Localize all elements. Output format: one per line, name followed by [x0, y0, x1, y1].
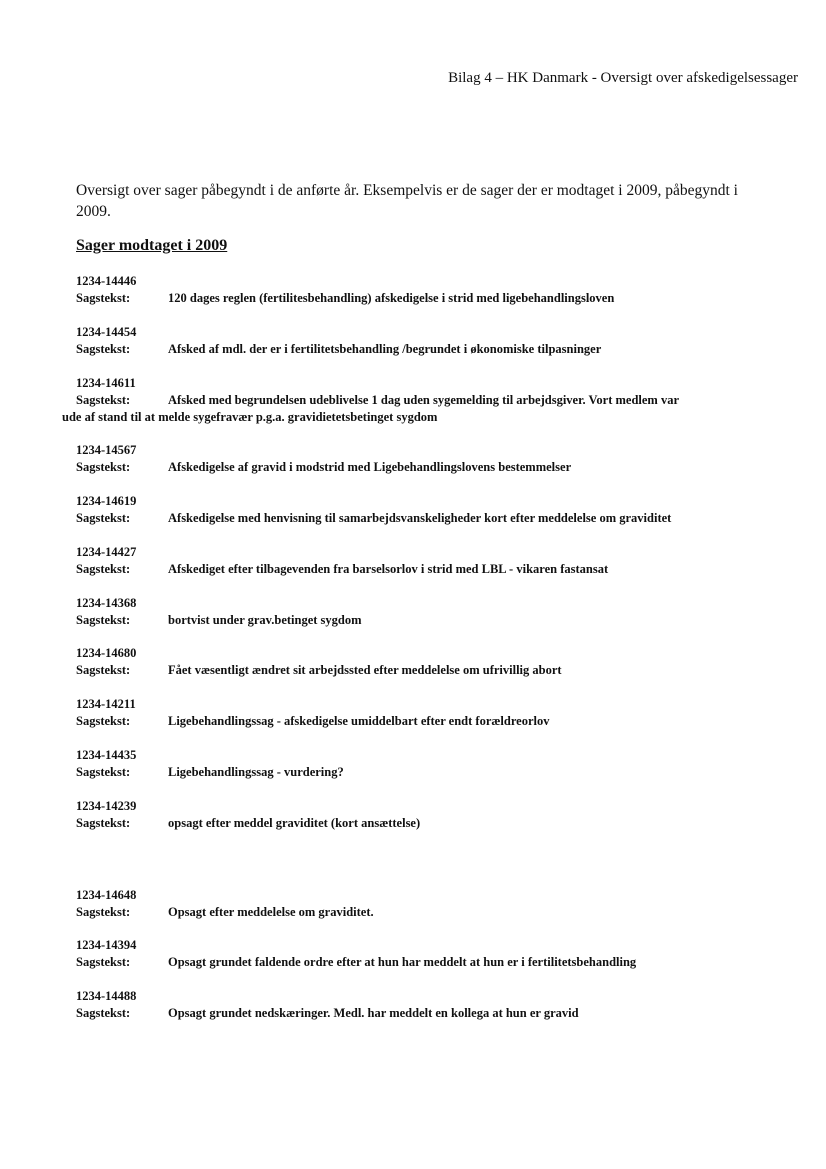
case-text: 120 dages reglen (fertilitesbehandling) afskedigelse i strid med ligebehandlingsloven: [168, 291, 615, 305]
case-label: Sagstekst:: [76, 663, 131, 677]
case-number: 1234-14368: [76, 596, 137, 610]
page-header: Bilag 4 – HK Danmark - Oversigt over afskedigelsessager: [448, 70, 798, 86]
case-text: Opsagt grundet faldende ordre efter at hun har meddelt at hun er i fertilitetsbehandling: [168, 955, 637, 969]
case-number: 1234-14488: [76, 989, 137, 1003]
case-entry: [76, 273, 756, 307]
case-number: 1234-14619: [76, 494, 137, 508]
case-entry: [76, 442, 756, 476]
case-text: Ligebehandlingssag - vurdering?: [168, 765, 344, 779]
case-text: bortvist under grav.betinget sygdom: [168, 613, 362, 627]
case-label: Sagstekst:: [76, 460, 131, 474]
case-label: Sagstekst:: [76, 291, 131, 305]
case-label: Sagstekst:: [76, 342, 131, 356]
section-title: Sager modtaget i 2009: [76, 237, 228, 254]
case-entry: [76, 493, 756, 527]
case-label: Sagstekst:: [76, 955, 131, 969]
case-text: Ligebehandlingssag - afskedigelse umiddelbart efter endt forældreorlov: [168, 714, 550, 728]
case-entry: [76, 595, 756, 629]
case-label: Sagstekst:: [76, 1006, 131, 1020]
case-text: Fået væsentligt ændret sit arbejdssted efter meddelelse om ufrivillig abort: [168, 663, 562, 677]
case-text: Opsagt efter meddelelse om graviditet.: [168, 905, 374, 919]
intro-paragraph: Oversigt over sager påbegyndt i de anførte år. Eksempelvis er de sager der er modtaget i 2009, påbegyndt i 2009.: [76, 182, 738, 220]
case-number: 1234-14611: [76, 376, 136, 390]
case-number: 1234-14680: [76, 646, 137, 660]
case-entry: [76, 988, 756, 1022]
case-entry: [76, 887, 756, 921]
case-label: Sagstekst:: [76, 765, 131, 779]
case-entry: [76, 798, 756, 832]
case-entry: [76, 696, 756, 730]
case-label: Sagstekst:: [76, 714, 131, 728]
case-number: 1234-14446: [76, 274, 137, 288]
case-text-continued: ude af stand til at melde sygefravær p.g.a. gravidietetsbetinget sygdom: [62, 410, 438, 424]
case-label: Sagstekst:: [76, 511, 131, 525]
case-number: 1234-14454: [76, 325, 137, 339]
case-number: 1234-14567: [76, 443, 137, 457]
case-entry: [76, 324, 756, 358]
case-label: Sagstekst:: [76, 816, 131, 830]
case-text: opsagt efter meddel graviditet (kort ansættelse): [168, 816, 421, 830]
case-number: 1234-14394: [76, 938, 137, 952]
case-label: Sagstekst:: [76, 562, 131, 576]
case-number: 1234-14648: [76, 888, 137, 902]
case-number: 1234-14211: [76, 697, 136, 711]
case-text: Afskedigelse af gravid i modstrid med Ligebehandlingslovens bestemmelser: [168, 460, 572, 474]
case-entry: [76, 747, 756, 781]
case-label: Sagstekst:: [76, 613, 131, 627]
case-text: Afsked af mdl. der er i fertilitetsbehandling /begrundet i økonomiske tilpasninger: [168, 342, 602, 356]
case-text: Afskedigelse med henvisning til samarbejdsvanskeligheder kort efter meddelelse om graviditet: [168, 511, 672, 525]
case-entry: [62, 375, 756, 426]
case-label: Sagstekst:: [76, 905, 131, 919]
case-text: Afsked med begrundelsen udeblivelse 1 dag uden sygemelding til arbejdsgiver. Vort medlem var: [168, 393, 680, 407]
case-number: 1234-14239: [76, 799, 137, 813]
case-text: Opsagt grundet nedskæringer. Medl. har meddelt en kollega at hun er gravid: [168, 1006, 579, 1020]
case-entry: [76, 544, 756, 578]
case-number: 1234-14427: [76, 545, 137, 559]
case-label: Sagstekst:: [76, 393, 131, 407]
case-entry: [76, 645, 756, 679]
case-entry: [76, 937, 756, 971]
case-number: 1234-14435: [76, 748, 137, 762]
case-text: Afskediget efter tilbagevenden fra barselsorlov i strid med LBL - vikaren fastansat: [168, 562, 609, 576]
